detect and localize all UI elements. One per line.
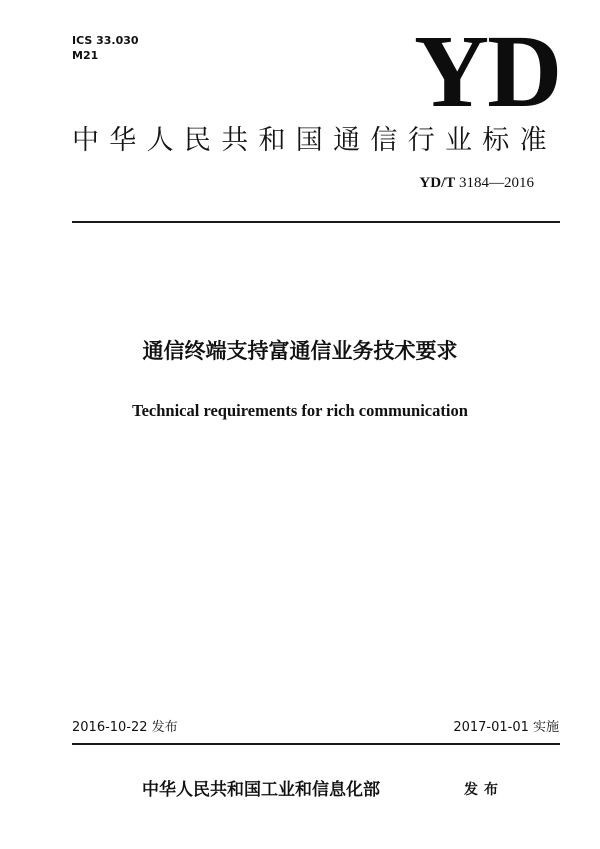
standard-code: 3184—2016 xyxy=(455,175,534,191)
classification-codes xyxy=(72,33,139,63)
header-divider xyxy=(72,221,560,223)
document-title-chinese: 通信终端支持富通信业务技术要求 xyxy=(142,339,458,363)
publisher-name: 中华人民共和国工业和信息化部 xyxy=(142,780,380,800)
yd-logo: YD xyxy=(414,14,561,129)
issue-date: 2016-10-22 发布 xyxy=(72,720,178,735)
ccs-code: M21 xyxy=(72,49,99,62)
standard-prefix: YD/T xyxy=(419,175,456,191)
publish-label: 发布 xyxy=(464,782,504,798)
document-title-english: Technical requirements for rich communication xyxy=(132,401,468,420)
footer-divider xyxy=(72,743,560,745)
implementation-date: 2017-01-01 实施 xyxy=(453,720,559,735)
ics-code: ICS 33.030 xyxy=(72,34,139,47)
industry-standard-title: 中华人民共和国通信行业标准 xyxy=(72,125,557,156)
standard-number xyxy=(419,174,534,192)
